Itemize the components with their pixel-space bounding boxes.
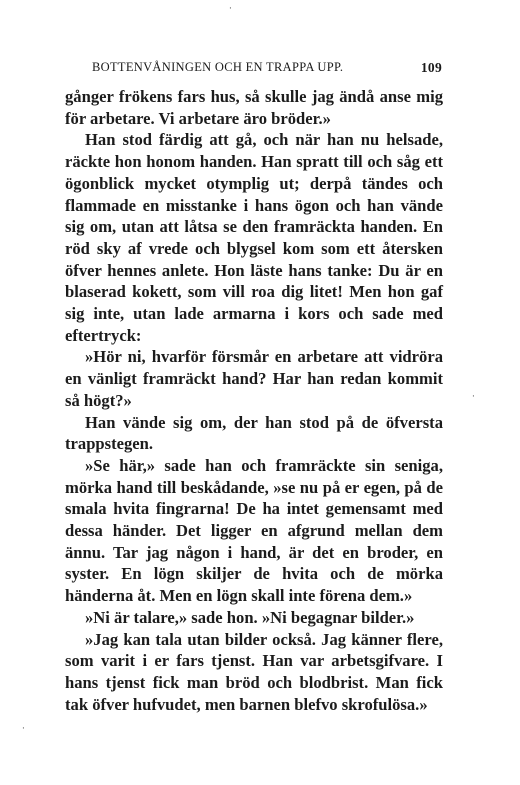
running-head xyxy=(92,60,442,80)
paragraph-4: Han vände sig om, der han stod på de öfversta trappstegen. xyxy=(65,412,443,454)
print-speck: · xyxy=(229,4,232,14)
paragraph-2: Han stod färdig att gå, och när han nu helsade, räckte hon honom handen. Han spratt till och såg ett ögonblick mycket otymplig ut; derpå tändes och flammade en misstanke i hans ögon och han vände sig om, utan att låtsa se den framräckta handen. En röd sky af vrede och blygsel kom som ett återsken öfver hennes anlete. Hon läste hans tanke: Du är en blaserad kokett, som vill roa dig litet! Men hon gaf sig inte, utan lade armarna i kors och sade med eftertryck: xyxy=(65,130,443,345)
print-speck: · xyxy=(472,392,475,402)
print-speck: · xyxy=(22,724,25,734)
paragraph-6: »Ni är talare,» sade hon. »Ni begagnar bilder.» xyxy=(85,607,415,627)
running-title: BOTTENVÅNINGEN OCH EN TRAPPA UPP. xyxy=(92,60,344,74)
page-number: 109 xyxy=(420,60,442,75)
paragraph-5: »Se här,» sade han och framräckte sin seniga, mörka hand till beskådande, »se nu på er egen, på de smala hvita fingrarna! De ha intet gemensamt med dessa händer. Det ligger en afgrund mellan dem ännu. Tar jag någon i hand, är det en broder, en syster. En lögn skiljer de hvita och de mörka händerna åt. Men en lögn skall inte förena dem.» xyxy=(65,455,443,606)
paragraph-7: »Jag kan tala utan bilder också. Jag känner flere, som varit i er fars tjenst. Han var arbetsgifvare. I hans tjenst fick man bröd och blodbrist. Man fick tak öfver hufvudet, men barnen blefvo skrofulösa.» xyxy=(65,629,443,714)
body-text xyxy=(65,86,443,715)
paragraph-3: »Hör ni, hvarför försmår en arbetare att vidröra en vänligt framräckt hand? Har han redan kommit så högt?» xyxy=(65,347,443,410)
paragraph-1: gånger frökens fars hus, så skulle jag ändå anse mig för arbetare. Vi arbetare äro bröder.» xyxy=(65,87,443,128)
